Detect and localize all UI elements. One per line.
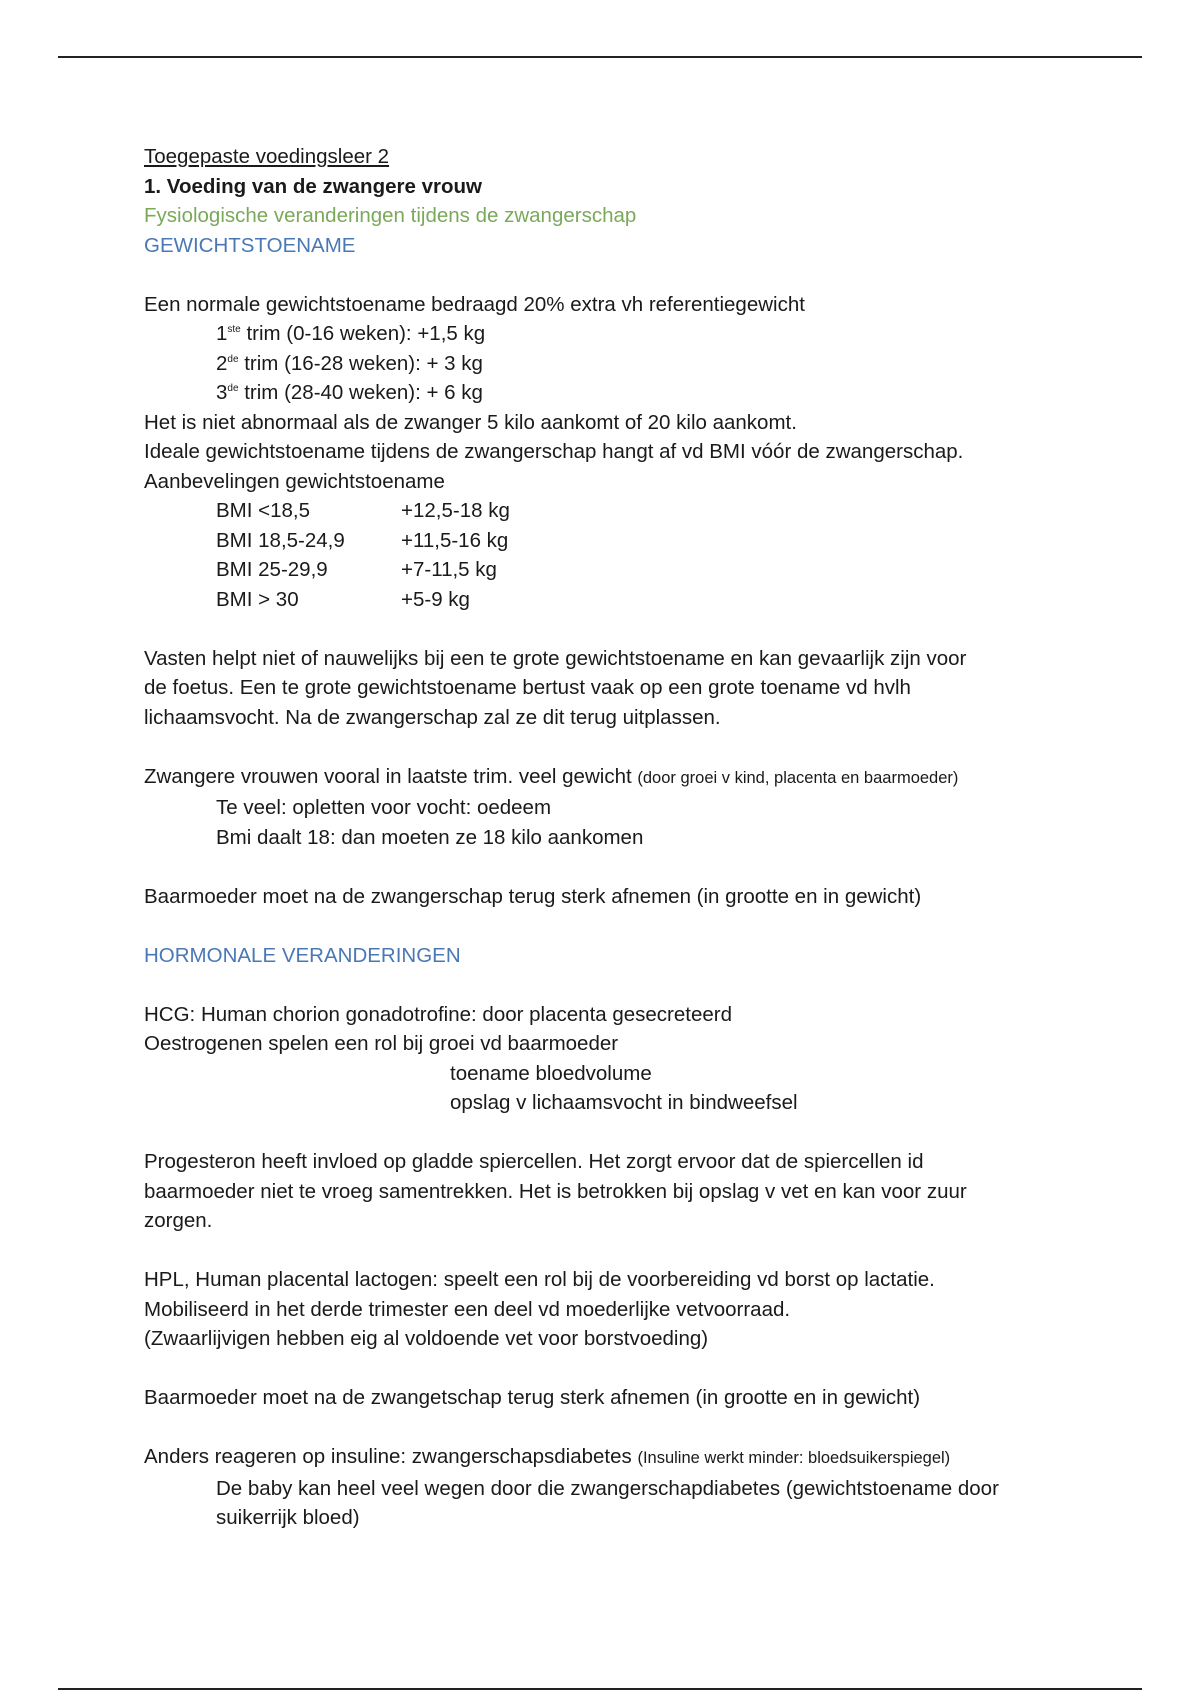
paragraph: Het is niet abnormaal als de zwanger 5 kilo aankomt of 20 kilo aankomt. (144, 410, 797, 434)
paragraph: Baarmoeder moet na de zwangerschap terug sterk afnemen (in grootte en in gewicht) (144, 884, 922, 908)
trimester-item: 1ste trim (0-16 weken): +1,5 kg (216, 322, 486, 345)
paragraph-line: baarmoeder niet te vroeg samentrekken. Het is betrokken bij opslag v vet en kan voor zuur (144, 1179, 967, 1203)
paragraph: HCG: Human chorion gonadotrofine: door placenta gesecreteerd (144, 1002, 733, 1026)
bmi-row: BMI > 30 +5-9 kg (216, 587, 470, 611)
indented-note: Bmi daalt 18: dan moeten ze 18 kilo aankomen (216, 825, 644, 849)
document-title: Toegepaste voedingsleer 2 (144, 145, 390, 168)
indented-note: toename bloedvolume (450, 1061, 652, 1085)
indented-note: De baby kan heel veel wegen door die zwangerschapdiabetes (gewichtstoename door (216, 1476, 999, 1500)
trimester-item: 3de trim (28-40 weken): + 6 kg (216, 381, 483, 404)
chapter-heading: 1. Voeding van de zwangere vrouw (144, 174, 482, 198)
indented-note: opslag v lichaamsvocht in bindweefsel (450, 1091, 798, 1114)
paragraph-line: (Zwaarlijvigen hebben eig al voldoende vet voor borstvoeding) (144, 1327, 709, 1350)
paragraph-line: lichaamsvocht. Na de zwangerschap zal ze dit terug uitplassen. (144, 705, 721, 729)
trimester-item: 2de trim (16-28 weken): + 3 kg (216, 351, 483, 375)
paragraph: Oestrogenen spelen een rol bij groei vd baarmoeder (144, 1032, 619, 1055)
indented-note: suikerrijk bloed) (216, 1506, 360, 1529)
bmi-row: BMI 25-29,9 +7-11,5 kg (216, 558, 497, 581)
paragraph-line: Progesteron heeft invloed op gladde spiercellen. Het zorgt ervoor dat de spiercellen id (144, 1150, 924, 1173)
indented-note: Te veel: opletten voor vocht: oedeem (216, 796, 552, 819)
paragraph-line: Vasten helpt niet of nauwelijks bij een te grote gewichtstoename en kan gevaarlijk zijn voor (144, 646, 967, 670)
section-heading-hormonal: HORMONALE VERANDERINGEN (144, 943, 461, 967)
paragraph: Zwangere vrouwen vooral in laatste trim. veel gewicht (door groei v kind, placenta en baarmoeder) (144, 764, 959, 788)
bmi-row: BMI <18,5 +12,5-18 kg (216, 499, 510, 522)
paragraph-line: de foetus. Een te grote gewichtstoename bertust vaak op een grote toename vd hvlh (144, 676, 911, 699)
paragraph-line: zorgen. (144, 1209, 213, 1232)
paragraph: Baarmoeder moet na de zwangetschap terug sterk afnemen (in grootte en in gewicht) (144, 1386, 921, 1409)
document-body (144, 142, 1084, 1533)
paragraph: Een normale gewichtstoename bedraagd 20% extra vh referentiegewicht (144, 292, 805, 316)
paragraph-line: Mobiliseerd in het derde trimester een deel vd moederlijke vetvoorraad. (144, 1297, 791, 1321)
paragraph: Aanbevelingen gewichtstoename (144, 469, 445, 493)
paragraph: Anders reageren op insuline: zwangerschapsdiabetes (Insuline werkt minder: bloedsuikerspiegel) (144, 1445, 951, 1468)
section-heading-weight: GEWICHTSTOENAME (144, 233, 356, 257)
subtitle: Fysiologische veranderingen tijdens de zwangerschap (144, 204, 637, 227)
bmi-row: BMI 18,5-24,9 +11,5-16 kg (216, 528, 509, 552)
footer-rule (58, 1688, 1142, 1690)
paragraph-line: HPL, Human placental lactogen: speelt een rol bij de voorbereiding vd borst op lactatie. (144, 1268, 935, 1291)
header-rule (58, 56, 1142, 58)
paragraph: Ideale gewichtstoename tijdens de zwangerschap hangt af vd BMI vóór de zwangerschap. (144, 440, 964, 463)
